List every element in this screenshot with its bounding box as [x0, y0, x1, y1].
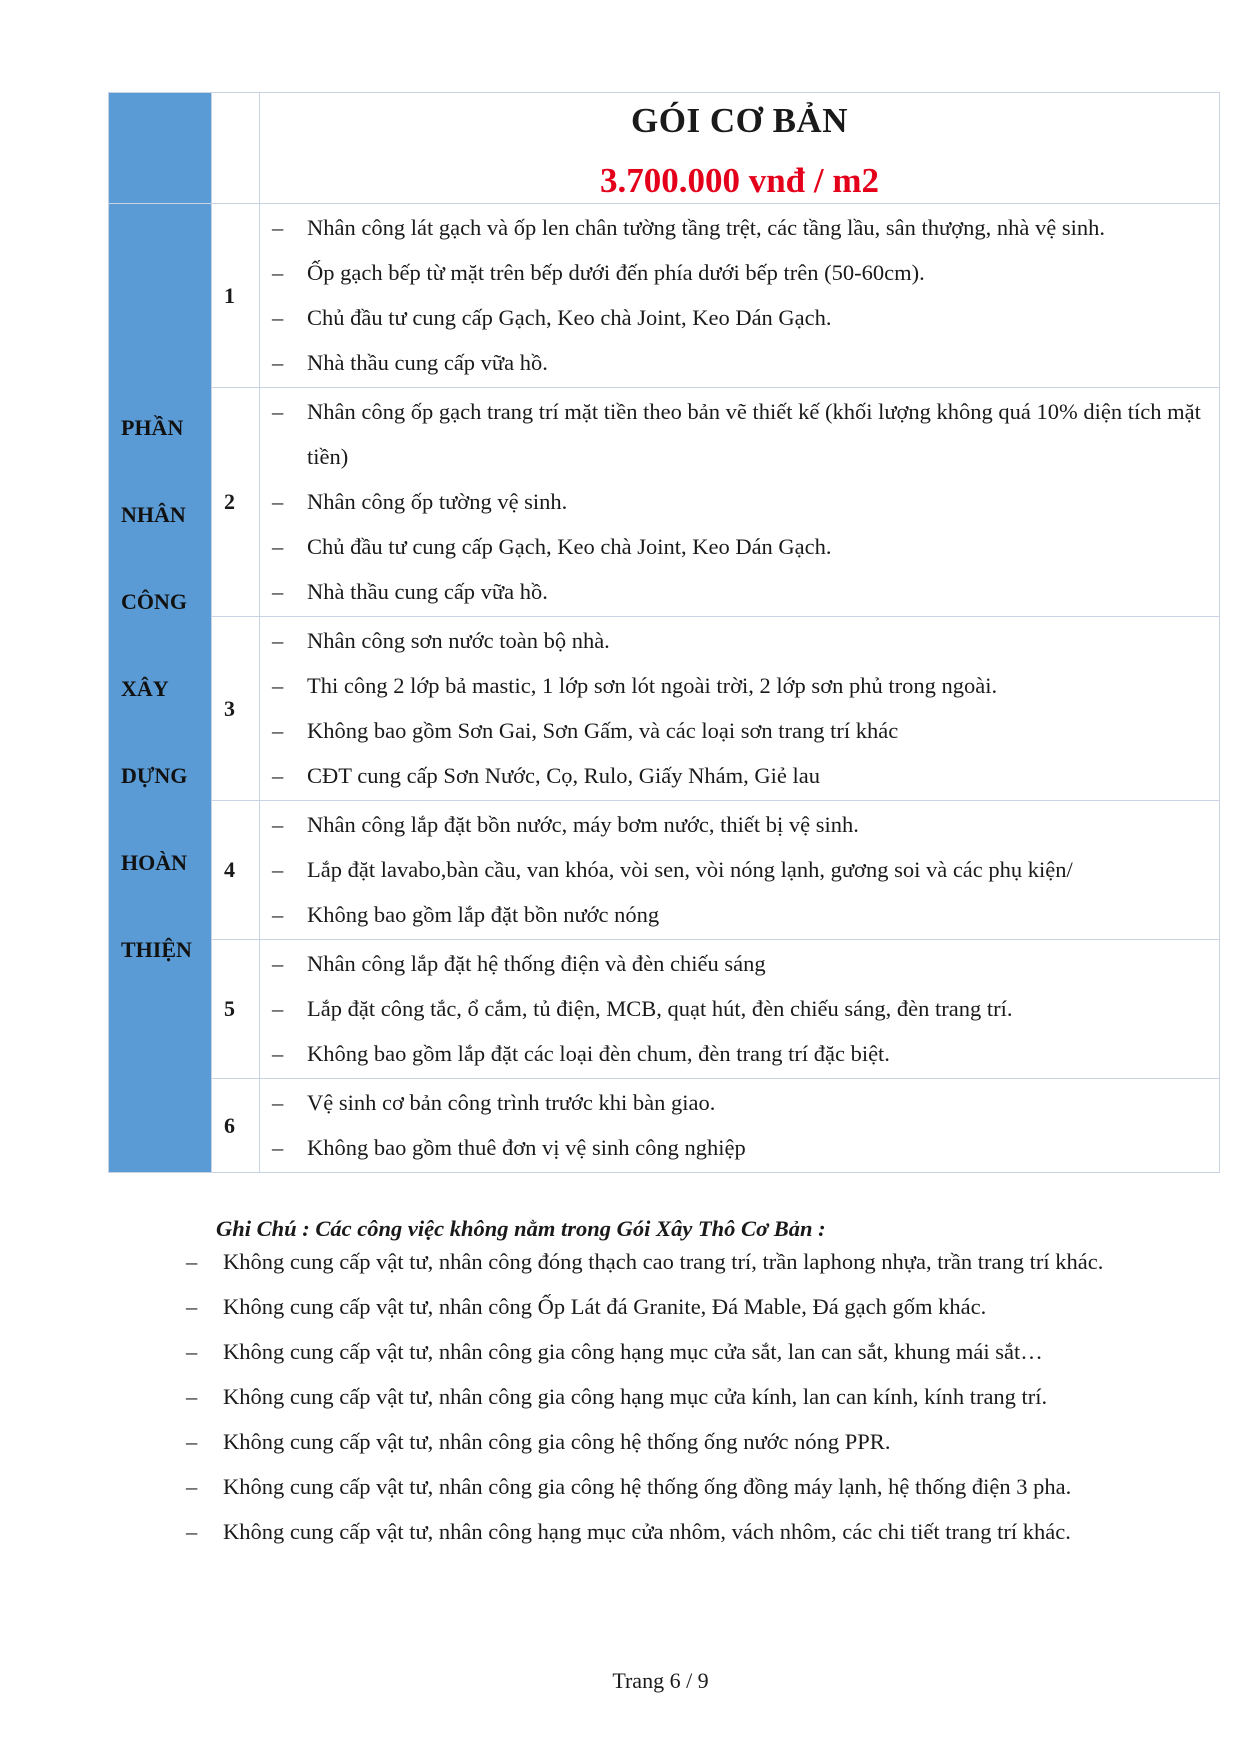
item-list — [260, 940, 1219, 1078]
note-text: Không cung cấp vật tư, nhân công hạng mục cửa nhôm, vách nhôm, các chi tiết trang trí khác. — [223, 1519, 1071, 1544]
header-num-cell — [212, 93, 260, 204]
side-label-word: THIỆN — [121, 936, 192, 962]
item-list — [260, 1079, 1219, 1172]
dash-bullet: – — [272, 673, 284, 698]
dash-bullet: – — [272, 489, 284, 514]
item-text: Nhân công lát gạch và ốp len chân tường tầng trệt, các tầng lầu, sân thượng, nhà vệ sinh. — [307, 215, 1105, 240]
item-text: Nhân công lắp đặt bồn nước, máy bơm nước, thiết bị vệ sinh. — [307, 812, 859, 837]
list-item — [260, 479, 1209, 524]
dash-bullet: – — [272, 305, 284, 330]
item-list — [260, 617, 1219, 800]
note-text: Không cung cấp vật tư, nhân công đóng thạch cao trang trí, trần laphong nhựa, trần trang trí khác. — [223, 1249, 1104, 1274]
side-label-cell — [109, 204, 212, 1173]
item-text: Chủ đầu tư cung cấp Gạch, Keo chà Joint, Keo Dán Gạch. — [307, 305, 832, 330]
dash-bullet: – — [186, 1384, 198, 1409]
side-label-word: CÔNG — [121, 588, 187, 614]
dash-bullet: – — [272, 812, 284, 837]
dash-bullet: – — [272, 718, 284, 743]
side-label-word: NHÂN — [121, 501, 186, 527]
row-number: 5 — [212, 940, 260, 1079]
note-text: Không cung cấp vật tư, nhân công gia công hệ thống ống nước nóng PPR. — [223, 1429, 891, 1454]
dash-bullet: – — [272, 763, 284, 788]
dash-bullet: – — [272, 350, 284, 375]
dash-bullet: – — [272, 215, 284, 240]
row-content — [260, 1079, 1220, 1173]
list-item — [260, 524, 1209, 569]
dash-bullet: – — [272, 857, 284, 882]
item-text: Không bao gồm thuê đơn vị vệ sinh công nghiệp — [307, 1135, 746, 1160]
list-item — [260, 753, 1209, 798]
row-number: 4 — [212, 801, 260, 940]
dash-bullet: – — [272, 902, 284, 927]
package-price: 3.700.000 vnđ / m2 — [599, 161, 880, 200]
page-number: Trang 6 / 9 — [612, 1668, 709, 1693]
dash-bullet: – — [186, 1519, 198, 1544]
list-item — [260, 663, 1209, 708]
dash-bullet: – — [272, 628, 284, 653]
dash-bullet: – — [272, 534, 284, 559]
note-item — [176, 1329, 1226, 1374]
item-text: Nhân công sơn nước toàn bộ nhà. — [307, 628, 610, 653]
row-content — [260, 801, 1220, 940]
item-text: Chủ đầu tư cung cấp Gạch, Keo chà Joint, Keo Dán Gạch. — [307, 534, 832, 559]
table-row — [109, 204, 1220, 388]
list-item — [260, 1125, 1209, 1170]
list-item — [260, 295, 1209, 340]
side-label-word: XÂY — [121, 675, 169, 701]
list-item — [260, 205, 1209, 250]
row-content — [260, 940, 1220, 1079]
table-row — [109, 1079, 1220, 1173]
list-item — [260, 340, 1209, 385]
note-item — [176, 1374, 1226, 1419]
side-label-word: PHẦN — [121, 414, 184, 440]
item-list — [260, 801, 1219, 939]
package-title: GÓI CƠ BẢN — [631, 101, 848, 140]
note-item — [176, 1284, 1226, 1329]
item-text: Vệ sinh cơ bản công trình trước khi bàn giao. — [307, 1090, 716, 1115]
row-number: 1 — [212, 204, 260, 388]
side-label — [109, 384, 211, 993]
note-item — [176, 1509, 1226, 1554]
item-text: Nhà thầu cung cấp vữa hồ. — [307, 579, 548, 604]
list-item — [260, 569, 1209, 614]
dash-bullet: – — [272, 996, 284, 1021]
item-text: Nhân công ốp tường vệ sinh. — [307, 489, 568, 514]
item-text: Ốp gạch bếp từ mặt trên bếp dưới đến phía dưới bếp trên (50-60cm). — [307, 260, 925, 285]
package-header — [260, 93, 1220, 204]
list-item — [260, 1031, 1209, 1076]
note-text: Không cung cấp vật tư, nhân công Ốp Lát đá Granite, Đá Mable, Đá gạch gốm khác. — [223, 1294, 987, 1319]
side-label-word: HOÀN — [121, 849, 187, 875]
dash-bullet: – — [186, 1474, 198, 1499]
dash-bullet: – — [272, 399, 284, 424]
row-number: 6 — [212, 1079, 260, 1173]
row-number: 2 — [212, 388, 260, 617]
dash-bullet: – — [272, 260, 284, 285]
dash-bullet: – — [272, 1090, 284, 1115]
list-item — [260, 802, 1209, 847]
item-text: Thi công 2 lớp bả mastic, 1 lớp sơn lót ngoài trời, 2 lớp sơn phủ trong ngoài. — [307, 673, 998, 698]
item-text: CĐT cung cấp Sơn Nước, Cọ, Rulo, Giấy Nhám, Giẻ lau — [307, 763, 821, 788]
item-text: Nhà thầu cung cấp vữa hồ. — [307, 350, 548, 375]
row-content — [260, 204, 1220, 388]
list-item — [260, 389, 1209, 479]
list-item — [260, 941, 1209, 986]
dash-bullet: – — [186, 1249, 198, 1274]
table-row — [109, 388, 1220, 617]
side-label-word: DỰNG — [121, 762, 188, 788]
row-number: 3 — [212, 617, 260, 801]
list-item — [260, 250, 1209, 295]
dash-bullet: – — [186, 1294, 198, 1319]
list-item — [260, 986, 1209, 1031]
table-row — [109, 940, 1220, 1079]
package-table — [108, 92, 1220, 1173]
note-item — [176, 1239, 1226, 1284]
note-text: Không cung cấp vật tư, nhân công gia công hệ thống ống đồng máy lạnh, hệ thống điện 3 pha. — [223, 1474, 1072, 1499]
dash-bullet: – — [272, 579, 284, 604]
side-header-cell — [109, 93, 212, 204]
dash-bullet: – — [272, 1135, 284, 1160]
item-list — [260, 388, 1219, 616]
item-text: Không bao gồm lắp đặt các loại đèn chum, đèn trang trí đặc biệt. — [307, 1041, 890, 1066]
header-row — [109, 93, 1220, 204]
item-text: Nhân công ốp gạch trang trí mặt tiền theo bản vẽ thiết kế (khối lượng không quá 10% diện tích mặt tiền) — [307, 399, 1201, 469]
row-content — [260, 617, 1220, 801]
note-title: Ghi Chú : Các công việc không nằm trong Gói Xây Thô Cơ Bản : — [216, 1216, 826, 1241]
item-text: Nhân công lắp đặt hệ thống điện và đèn chiếu sáng — [307, 951, 766, 976]
note-item — [176, 1419, 1226, 1464]
note-text: Không cung cấp vật tư, nhân công gia công hạng mục cửa sắt, lan can sắt, khung mái sắt… — [223, 1339, 1043, 1364]
list-item — [260, 847, 1209, 892]
dash-bullet: – — [186, 1339, 198, 1364]
item-text: Lắp đặt lavabo,bàn cầu, van khóa, vòi sen, vòi nóng lạnh, gương soi và các phụ kiện/ — [307, 857, 1073, 882]
note-list — [176, 1239, 1226, 1554]
list-item — [260, 708, 1209, 753]
dash-bullet: – — [186, 1429, 198, 1454]
list-item — [260, 892, 1209, 937]
list-item — [260, 618, 1209, 663]
item-list — [260, 204, 1219, 387]
note-item — [176, 1464, 1226, 1509]
dash-bullet: – — [272, 951, 284, 976]
dash-bullet: – — [272, 1041, 284, 1066]
table-row — [109, 801, 1220, 940]
note-text: Không cung cấp vật tư, nhân công gia công hạng mục cửa kính, lan can kính, kính trang trí. — [223, 1384, 1048, 1409]
item-text: Không bao gồm Sơn Gai, Sơn Gấm, và các loại sơn trang trí khác — [307, 718, 899, 743]
list-item — [260, 1080, 1209, 1125]
row-content — [260, 388, 1220, 617]
item-text: Không bao gồm lắp đặt bồn nước nóng — [307, 902, 660, 927]
table-row — [109, 617, 1220, 801]
item-text: Lắp đặt công tắc, ổ cắm, tủ điện, MCB, quạt hút, đèn chiếu sáng, đèn trang trí. — [307, 996, 1013, 1021]
